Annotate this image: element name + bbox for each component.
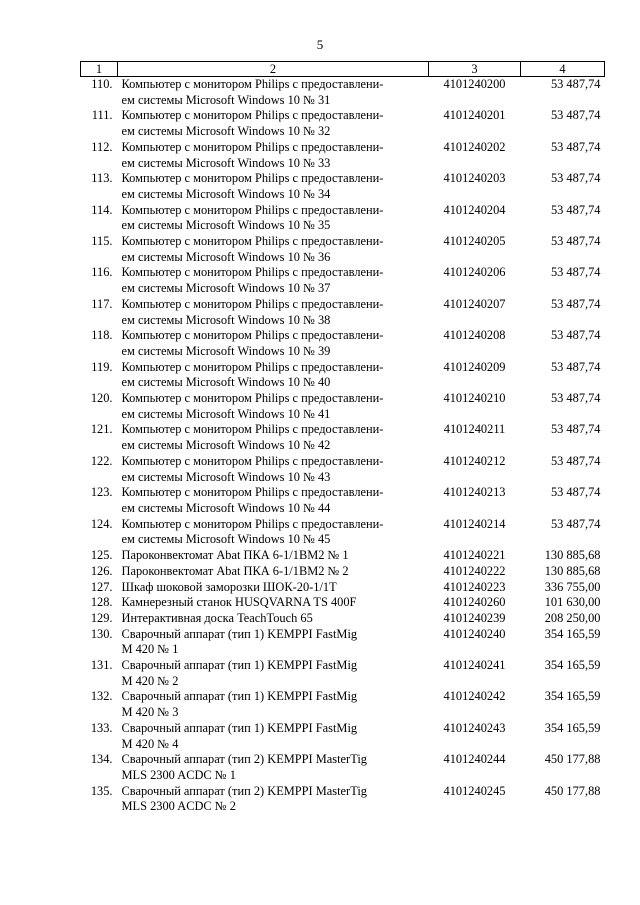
table-row — [81, 391, 605, 422]
item-name-line-2: ем системы Microsoft Windows 10 № 42 — [121, 438, 331, 453]
row-number: 130. — [90, 626, 113, 641]
table-row — [81, 328, 605, 359]
inventory-code: 4101240260 — [443, 595, 506, 610]
item-name — [118, 611, 429, 627]
item-name-line-2: MLS 2300 ACDC № 2 — [121, 799, 236, 814]
item-name-line-1: Компьютер с монитором Philips с предоставлени- — [121, 296, 384, 311]
item-name-line-1: Камнерезный станок HUSQVARNA TS 400F — [121, 595, 357, 610]
inventory-code: 4101240221 — [443, 548, 506, 563]
item-name — [118, 171, 429, 202]
item-name-line-2: ем системы Microsoft Windows 10 № 41 — [121, 406, 331, 421]
item-name-line-1: Пароконвектомат Abat ПКА 6-1/1ВМ2 № 1 — [121, 548, 349, 563]
table-row — [81, 265, 605, 296]
table-body — [81, 77, 605, 816]
item-name — [118, 658, 429, 689]
item-name-line-1: Шкаф шоковой заморозки ШОК-20-1/1Т — [121, 579, 337, 594]
item-price: 53 487,74 — [550, 202, 601, 217]
table-row — [81, 454, 605, 485]
column-header-code: 3 — [429, 62, 521, 77]
item-name-line-2: ем системы Microsoft Windows 10 № 35 — [121, 218, 331, 233]
item-price: 53 487,74 — [550, 485, 601, 500]
table-row — [81, 485, 605, 516]
inventory-table — [80, 61, 605, 815]
item-price: 53 487,74 — [550, 108, 601, 123]
column-header-index: 1 — [81, 62, 118, 77]
item-price: 130 885,68 — [544, 563, 601, 578]
item-price: 53 487,74 — [550, 359, 601, 374]
row-number: 124. — [90, 516, 113, 531]
item-name-line-2: ем системы Microsoft Windows 10 № 33 — [121, 155, 331, 170]
item-name-line-1: Сварочный аппарат (тип 1) KEMPPI FastMig — [121, 658, 358, 673]
item-name — [118, 422, 429, 453]
item-price: 450 177,88 — [544, 752, 601, 767]
inventory-code: 4101240212 — [443, 453, 506, 468]
item-name-line-2: ем системы Microsoft Windows 10 № 40 — [121, 375, 331, 390]
item-price: 130 885,68 — [544, 548, 601, 563]
item-name — [118, 580, 429, 596]
inventory-code: 4101240244 — [443, 752, 506, 767]
item-name-line-1: Компьютер с монитором Philips с предоставлени- — [121, 139, 384, 154]
item-price: 53 487,74 — [550, 296, 601, 311]
item-name — [118, 595, 429, 611]
item-price: 101 630,00 — [544, 595, 601, 610]
item-name-line-1: Сварочный аппарат (тип 1) KEMPPI FastMig — [121, 689, 358, 704]
item-name-line-1: Сварочный аппарат (тип 2) KEMPPI MasterTig — [121, 752, 367, 767]
row-number: 133. — [90, 720, 113, 735]
table-row — [81, 517, 605, 548]
item-price: 53 487,74 — [550, 77, 601, 91]
inventory-code: 4101240214 — [443, 516, 506, 531]
item-name-line-2: ем системы Microsoft Windows 10 № 39 — [121, 343, 331, 358]
item-name-line-1: Компьютер с монитором Philips с предоставлени- — [121, 359, 384, 374]
table-row — [81, 234, 605, 265]
table-row — [81, 140, 605, 171]
item-name — [118, 627, 429, 658]
table-row — [81, 297, 605, 328]
inventory-code: 4101240206 — [443, 265, 506, 280]
item-name-line-2: ем системы Microsoft Windows 10 № 34 — [121, 186, 331, 201]
inventory-code: 4101240241 — [443, 658, 506, 673]
item-name — [118, 454, 429, 485]
inventory-code: 4101240201 — [443, 108, 506, 123]
item-name-line-2: ем системы Microsoft Windows 10 № 32 — [121, 124, 331, 139]
page-number: 5 — [316, 37, 324, 52]
table-row — [81, 611, 605, 627]
table-row — [81, 627, 605, 658]
header-row — [81, 62, 605, 77]
item-name-line-2: ем системы Microsoft Windows 10 № 45 — [121, 532, 331, 547]
item-name — [118, 297, 429, 328]
item-price: 208 250,00 — [544, 610, 601, 625]
row-number: 113. — [91, 171, 113, 186]
table-row — [81, 580, 605, 596]
item-price: 336 755,00 — [544, 579, 601, 594]
item-price: 450 177,88 — [544, 783, 601, 798]
table-row — [81, 752, 605, 783]
row-number: 112. — [91, 139, 113, 154]
table-row — [81, 203, 605, 234]
item-name-line-2: MLS 2300 ACDC № 1 — [121, 767, 236, 782]
row-number: 132. — [90, 689, 113, 704]
item-name — [118, 689, 429, 720]
item-name-line-2: M 420 № 3 — [121, 705, 179, 720]
item-price: 53 487,74 — [550, 139, 601, 154]
item-price: 354 165,59 — [544, 720, 601, 735]
inventory-code: 4101240208 — [443, 328, 506, 343]
item-name — [118, 77, 429, 109]
row-number: 128. — [90, 595, 113, 610]
item-name-line-1: Компьютер с монитором Philips с предоставлени- — [121, 391, 384, 406]
table-row — [81, 721, 605, 752]
item-price: 53 487,74 — [550, 171, 601, 186]
inventory-code: 4101240239 — [443, 610, 506, 625]
row-number: 110. — [91, 77, 113, 91]
item-price: 53 487,74 — [550, 328, 601, 343]
table-row — [81, 360, 605, 391]
table-row — [81, 784, 605, 815]
row-number: 118. — [91, 328, 113, 343]
table-row — [81, 658, 605, 689]
inventory-code: 4101240223 — [443, 579, 506, 594]
row-number: 122. — [90, 453, 113, 468]
item-name — [118, 108, 429, 139]
row-number: 116. — [91, 265, 113, 280]
table-row — [81, 171, 605, 202]
item-name-line-2: ем системы Microsoft Windows 10 № 43 — [121, 469, 331, 484]
item-name-line-1: Пароконвектомат Abat ПКА 6-1/1ВМ2 № 2 — [121, 563, 349, 578]
row-number: 123. — [90, 485, 113, 500]
row-number: 134. — [90, 752, 113, 767]
item-name-line-1: Сварочный аппарат (тип 2) KEMPPI MasterTig — [121, 783, 367, 798]
item-name-line-1: Компьютер с монитором Philips с предоставлени- — [121, 453, 384, 468]
item-name-line-1: Компьютер с монитором Philips с предоставлени- — [121, 202, 384, 217]
item-name-line-2: ем системы Microsoft Windows 10 № 37 — [121, 281, 331, 296]
table-row — [81, 564, 605, 580]
row-number: 126. — [90, 563, 113, 578]
row-number: 120. — [90, 391, 113, 406]
item-name-line-2: M 420 № 4 — [121, 736, 179, 751]
table-row — [81, 595, 605, 611]
inventory-code: 4101240242 — [443, 689, 506, 704]
column-header-name: 2 — [118, 62, 429, 77]
item-name-line-2: M 420 № 1 — [121, 642, 179, 657]
inventory-code: 4101240200 — [443, 77, 506, 91]
inventory-code: 4101240245 — [443, 783, 506, 798]
inventory-code: 4101240210 — [443, 391, 506, 406]
item-name — [118, 391, 429, 422]
row-number: 119. — [91, 359, 113, 374]
item-price: 53 487,74 — [550, 453, 601, 468]
item-name — [118, 265, 429, 296]
inventory-code: 4101240240 — [443, 626, 506, 641]
item-price: 53 487,74 — [550, 234, 601, 249]
item-name-line-1: Сварочный аппарат (тип 1) KEMPPI FastMig — [121, 720, 358, 735]
row-number: 111. — [91, 108, 113, 123]
item-name — [118, 203, 429, 234]
item-name-line-1: Компьютер с монитором Philips с предоставлени- — [121, 485, 384, 500]
item-price: 53 487,74 — [550, 516, 601, 531]
row-number: 131. — [90, 658, 113, 673]
table-header — [81, 62, 605, 77]
row-number: 135. — [90, 783, 113, 798]
inventory-code: 4101240213 — [443, 485, 506, 500]
item-name — [118, 234, 429, 265]
item-name-line-2: ем системы Microsoft Windows 10 № 36 — [121, 249, 331, 264]
table-row — [81, 689, 605, 720]
item-price: 53 487,74 — [550, 391, 601, 406]
inventory-code: 4101240207 — [443, 296, 506, 311]
item-price: 354 165,59 — [544, 658, 601, 673]
inventory-code: 4101240205 — [443, 234, 506, 249]
row-number: 117. — [91, 296, 113, 311]
row-number: 125. — [90, 548, 113, 563]
item-name-line-1: Компьютер с монитором Philips с предоставлени- — [121, 234, 384, 249]
item-name-line-1: Компьютер с монитором Philips с предоставлени- — [121, 108, 384, 123]
table-row — [81, 422, 605, 453]
row-number: 129. — [90, 610, 113, 625]
item-price: 354 165,59 — [544, 689, 601, 704]
item-name — [118, 752, 429, 783]
item-name — [118, 360, 429, 391]
item-name-line-1: Интерактивная доска TeachTouch 65 — [121, 610, 313, 625]
row-number: 121. — [90, 422, 113, 437]
item-name-line-1: Компьютер с монитором Philips с предоставлени- — [121, 328, 384, 343]
item-price: 354 165,59 — [544, 626, 601, 641]
item-price: 53 487,74 — [550, 265, 601, 280]
table-row — [81, 108, 605, 139]
item-name-line-1: Сварочный аппарат (тип 1) KEMPPI FastMig — [121, 626, 358, 641]
item-name — [118, 328, 429, 359]
item-name-line-1: Компьютер с монитором Philips с предоставлени- — [121, 265, 384, 280]
inventory-code: 4101240222 — [443, 563, 506, 578]
inventory-code: 4101240211 — [443, 422, 506, 437]
item-name — [118, 140, 429, 171]
column-header-price: 4 — [521, 62, 605, 77]
item-name-line-2: ем системы Microsoft Windows 10 № 38 — [121, 312, 331, 327]
item-name-line-2: ем системы Microsoft Windows 10 № 44 — [121, 500, 331, 515]
inventory-code: 4101240209 — [443, 359, 506, 374]
item-name-line-1: Компьютер с монитором Philips с предоставлени- — [121, 171, 384, 186]
row-number: 127. — [90, 579, 113, 594]
table-row — [81, 77, 605, 109]
item-name — [118, 548, 429, 564]
inventory-code: 4101240202 — [443, 139, 506, 154]
item-name — [118, 721, 429, 752]
row-number: 115. — [91, 234, 113, 249]
item-name-line-2: ем системы Microsoft Windows 10 № 31 — [121, 92, 331, 107]
inventory-code: 4101240203 — [443, 171, 506, 186]
row-number: 114. — [91, 202, 113, 217]
item-name — [118, 485, 429, 516]
item-name-line-1: Компьютер с монитором Philips с предоставлени- — [121, 422, 384, 437]
inventory-code: 4101240243 — [443, 720, 506, 735]
item-name — [118, 784, 429, 815]
table-row — [81, 548, 605, 564]
item-name-line-1: Компьютер с монитором Philips с предоставлени- — [121, 77, 384, 91]
item-name — [118, 517, 429, 548]
item-name — [118, 564, 429, 580]
item-name-line-1: Компьютер с монитором Philips с предоставлени- — [121, 516, 384, 531]
item-name-line-2: M 420 № 2 — [121, 673, 179, 688]
inventory-code: 4101240204 — [443, 202, 506, 217]
item-price: 53 487,74 — [550, 422, 601, 437]
